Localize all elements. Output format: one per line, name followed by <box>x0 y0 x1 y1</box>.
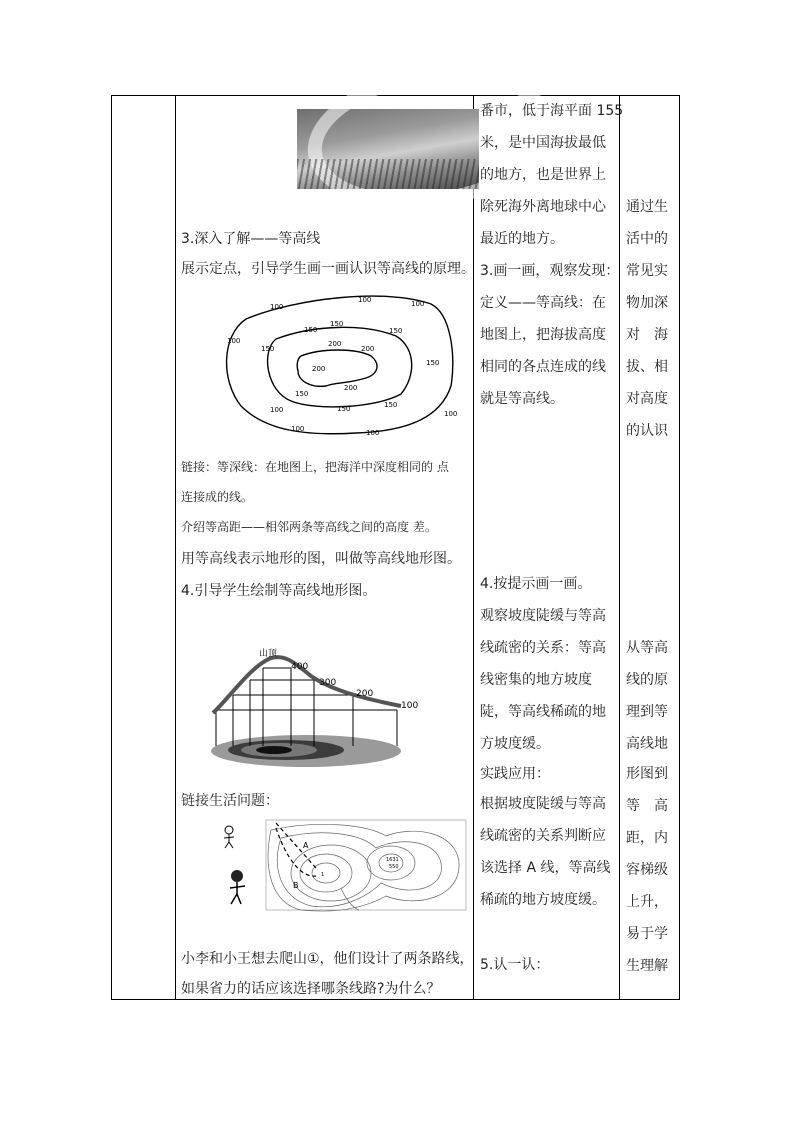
intent-line: 容梯级 <box>626 862 668 878</box>
svg-text:1: 1 <box>321 872 325 878</box>
student-line: 陡，等高线稀疏的地 <box>480 704 606 720</box>
intent-line: 上升， <box>626 894 668 910</box>
route-map <box>221 818 471 913</box>
hiker-figure-bottom <box>230 870 245 904</box>
contour-label: 100 <box>227 337 241 345</box>
elevation-label-300: 300 <box>319 678 337 688</box>
student-line: 米，是中国海拔最低 <box>480 135 606 151</box>
elevation-label-200: 200 <box>356 689 374 699</box>
contour-diagram <box>206 286 456 446</box>
route-a-label: A <box>303 841 309 850</box>
contour-label: 150 <box>330 320 344 328</box>
intent-line: 等 高 <box>626 798 668 814</box>
route-b-label: B <box>293 881 299 890</box>
student-activity-cell <box>474 96 624 999</box>
contour-label: 150 <box>337 405 351 413</box>
hiker-figure-top <box>224 826 234 848</box>
student-line: 3.画一画，观察发现： <box>480 263 620 279</box>
intent-line: 从等高 <box>626 640 668 656</box>
student-line: 番市，低于海平面 155 <box>480 103 624 119</box>
intent-line: 形图到 <box>626 766 668 782</box>
teacher-activity-cell <box>176 96 473 999</box>
contour-label: 100 <box>270 303 284 311</box>
contour-label: 100 <box>366 429 380 437</box>
life-link-title: 链接生活问题： <box>181 793 279 809</box>
intent-line: 对高度 <box>626 391 668 407</box>
contour-label: 100 <box>411 300 425 308</box>
contour-label: 150 <box>389 327 403 335</box>
contour-interval-line: 介绍等高距——相邻两条等高线之间的高度 差。 <box>181 520 437 534</box>
student-line: 最近的地方。 <box>480 231 564 247</box>
step4-title: 4.引导学生绘制等高线地形图。 <box>181 583 377 599</box>
student-line: 的地方，也是世界上 <box>480 167 606 183</box>
contour-label: 200 <box>361 345 375 353</box>
contour-label: 150 <box>304 326 318 334</box>
salt-lake-photo <box>297 109 479 189</box>
contour-label: 150 <box>261 345 275 353</box>
intent-line: 的认识 <box>626 423 668 439</box>
intent-line: 通过生 <box>626 199 668 215</box>
contour-label: 150 <box>384 401 398 409</box>
student-line: 该选择 A 线，等高线 <box>480 860 611 876</box>
contour-label: 200 <box>344 384 358 392</box>
step3-title: 3.深入了解——等高线 <box>181 231 321 247</box>
intent-line: 对 海 <box>626 327 668 343</box>
student-line: 除死海外离地球中心 <box>480 199 606 215</box>
contour-label: 100 <box>291 425 305 433</box>
elevation-label-400: 400 <box>291 662 309 672</box>
student-line: 线密集的地方坡度 <box>480 672 592 688</box>
intent-line: 高线地 <box>626 736 668 752</box>
intent-line: 活中的 <box>626 231 668 247</box>
intent-line: 距，内 <box>626 830 668 846</box>
question-line1: 小李和小王想去爬山①，他们设计了两条路线， <box>181 951 474 967</box>
student-line: 就是等高线。 <box>480 391 564 407</box>
student-line: 线疏密的关系：等高 <box>480 640 606 656</box>
student-line: 实践应用： <box>480 766 550 782</box>
contour-label: 150 <box>295 390 309 398</box>
intent-line: 常见实 <box>626 263 668 279</box>
contour-label: 200 <box>328 340 342 348</box>
intent-line: 线的原 <box>626 672 668 688</box>
student-line: 定义——等高线：在 <box>480 295 606 311</box>
lesson-table <box>111 95 680 1000</box>
student-line: 线疏密的关系判断应 <box>480 828 606 844</box>
elevation-label-100: 100 <box>401 701 419 711</box>
contour-label: 150 <box>426 359 440 367</box>
intent-line: 易于学 <box>626 926 668 942</box>
student-line: 根据坡度陡缓与等高 <box>480 796 606 812</box>
link-isobath-line2: 连接成的线。 <box>181 490 254 504</box>
intent-line: 理到等 <box>626 704 668 720</box>
intent-line: 物加深 <box>626 295 668 311</box>
link-isobath-line1: 链接：等深线：在地图上，把海洋中深度相同的 点 <box>181 460 449 474</box>
design-intent-cell <box>620 96 681 999</box>
profile-diagram <box>211 646 431 776</box>
peak-label: 山顶 <box>259 649 278 659</box>
contour-label: 100 <box>358 296 372 304</box>
question-line2: 如果省力的话应该选择哪条线路?为什么？ <box>181 981 441 997</box>
student-line: 地图上，把海拔高度 <box>480 327 606 343</box>
student-line: 4.按提示画一画。 <box>480 576 592 592</box>
step3-desc: 展示定点，引导学生画一画认识等高线的原理。 <box>181 261 475 277</box>
contour-map-definition: 用等高线表示地形的图，叫做等高线地形图。 <box>181 551 461 567</box>
svg-text:1631: 1631 <box>386 857 399 863</box>
student-line: 稀疏的地方坡度缓。 <box>480 892 606 908</box>
contour-label: 100 <box>444 410 458 418</box>
step5-title: 5.认一认： <box>480 957 550 973</box>
student-line: 方坡度缓。 <box>480 736 550 752</box>
intent-line: 拔、相 <box>626 359 668 375</box>
contour-label: 200 <box>312 365 326 373</box>
student-line: 观察坡度陡缓与等高 <box>480 608 606 624</box>
svg-text:550: 550 <box>389 864 399 870</box>
student-line: 相同的各点连成的线 <box>480 359 606 375</box>
intent-line: 生理解 <box>626 958 668 974</box>
contour-label: 100 <box>270 406 284 414</box>
